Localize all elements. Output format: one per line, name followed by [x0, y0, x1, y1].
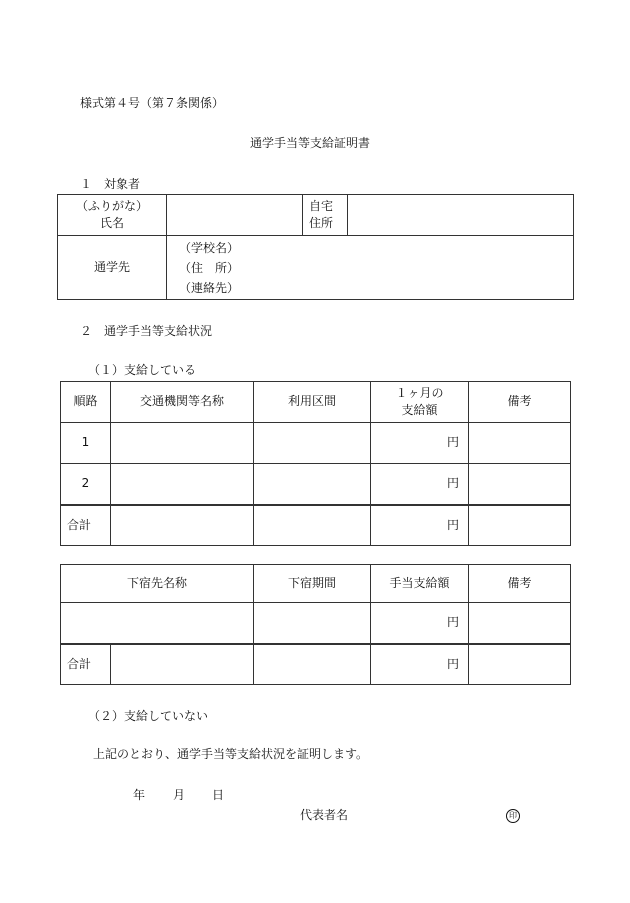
lodging-total-label: 合計 — [61, 644, 111, 685]
name-label-cell — [58, 195, 167, 236]
total-transport-cell[interactable] — [111, 505, 254, 546]
year-label: 年 — [133, 788, 146, 802]
lodging-total-remarks-cell[interactable] — [469, 644, 571, 685]
home-label: 自宅 — [309, 198, 334, 213]
school-contact-label: （連絡先） — [179, 280, 240, 295]
total-section-cell[interactable] — [254, 505, 371, 546]
certification-statement: 上記のとおり、通学手当等支給状況を証明します。 — [93, 747, 369, 761]
table-row — [61, 603, 571, 644]
header-monthly-line1: １ヶ月の — [395, 385, 444, 400]
header-section: 利用区間 — [254, 382, 371, 423]
header-transport-name: 交通機関等名称 — [111, 382, 254, 423]
amount-cell[interactable]: 円 — [371, 423, 469, 464]
name-input-cell[interactable] — [167, 195, 303, 236]
header-lodging-remarks: 備考 — [469, 565, 571, 603]
amount-cell[interactable]: 円 — [371, 464, 469, 505]
header-lodging-period: 下宿期間 — [254, 565, 371, 603]
total-remarks-cell[interactable] — [469, 505, 571, 546]
form-number: 様式第４号（第７条関係） — [80, 96, 225, 110]
applicant-table — [57, 194, 574, 300]
home-address-input-cell[interactable] — [348, 195, 574, 236]
name-label: 氏名 — [99, 216, 124, 230]
representative-label: 代表者名 — [300, 808, 349, 822]
day-label: 日 — [212, 788, 225, 802]
transport-name-cell[interactable] — [111, 423, 254, 464]
school-address-label: （住 所） — [179, 260, 240, 275]
seal-mark — [506, 808, 520, 823]
header-lodging-name: 下宿先名称 — [61, 565, 254, 603]
school-label-cell: 通学先 — [58, 236, 167, 300]
header-allowance-amount: 手当支給額 — [371, 565, 469, 603]
lodging-total-amount-cell[interactable]: 円 — [371, 644, 469, 685]
route-number: 1 — [61, 423, 111, 464]
remarks-cell[interactable] — [469, 464, 571, 505]
home-address-label-cell — [303, 195, 348, 236]
section-cell[interactable] — [254, 464, 371, 505]
transport-table — [60, 381, 571, 546]
table-row — [61, 464, 571, 505]
header-monthly-line2: 支給額 — [401, 403, 438, 417]
transport-name-cell[interactable] — [111, 464, 254, 505]
header-monthly-amount — [371, 382, 469, 423]
paying-subheading: （１）支給している — [88, 363, 197, 377]
seal-icon: 印 — [506, 809, 520, 823]
lodging-total-period-cell[interactable] — [254, 644, 371, 685]
lodging-table — [60, 564, 571, 685]
lodging-period-cell[interactable] — [254, 603, 371, 644]
school-info-cell[interactable] — [167, 236, 574, 300]
total-row — [61, 644, 571, 685]
total-label: 合計 — [61, 505, 111, 546]
total-amount-cell[interactable]: 円 — [371, 505, 469, 546]
header-route: 順路 — [61, 382, 111, 423]
table-row — [61, 423, 571, 464]
address-label: 住所 — [309, 216, 334, 230]
lodging-remarks-cell[interactable] — [469, 603, 571, 644]
section1-heading: １ 対象者 — [80, 177, 141, 191]
route-number: 2 — [61, 464, 111, 505]
total-row — [61, 505, 571, 546]
not-paying-subheading: （２）支給していない — [88, 709, 209, 723]
school-name-label: （学校名） — [179, 240, 240, 255]
header-remarks: 備考 — [469, 382, 571, 423]
section2-heading: ２ 通学手当等支給状況 — [80, 324, 213, 338]
month-label: 月 — [173, 788, 186, 802]
lodging-amount-cell[interactable]: 円 — [371, 603, 469, 644]
furigana-label: （ふりがな） — [75, 198, 148, 213]
remarks-cell[interactable] — [469, 423, 571, 464]
document-title: 通学手当等支給証明書 — [250, 136, 371, 150]
lodging-name-cell[interactable] — [61, 603, 254, 644]
lodging-total-name-cell[interactable] — [111, 644, 254, 685]
section-cell[interactable] — [254, 423, 371, 464]
